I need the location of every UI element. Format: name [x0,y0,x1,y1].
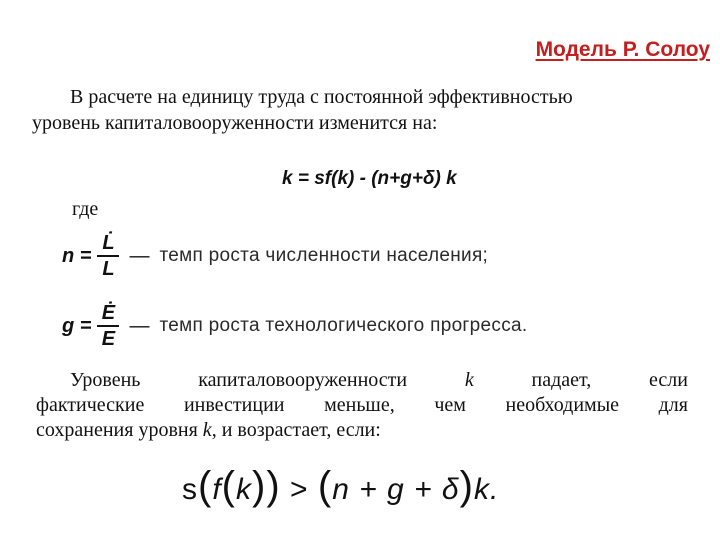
definition-dash: — [129,314,150,337]
intro-line-1: В расчете на единицу труда с постоянной эффективностью [70,86,573,108]
word: падает, [531,369,592,391]
variable-k: k [202,419,212,441]
fraction-numerator: L̇ [102,232,115,254]
fraction-denominator: L [102,258,115,280]
word: капиталовооруженности [198,369,408,391]
ineq-paren: ) [266,464,281,508]
definition-n [62,232,488,280]
ineq-f: f [212,473,222,506]
word: если [649,369,688,391]
definition-dash: — [129,244,150,267]
word: Уровень [70,369,141,391]
ineq-paren: ) [252,464,267,508]
fraction [97,232,119,280]
condition-paragraph [36,368,688,443]
word: фактические [36,394,145,416]
intro-line-2: уровень капиталовооруженности изменится на: [32,112,438,134]
capital-change-formula: k = sf(k) - (n+g+δ) k [282,168,457,189]
word: инвестиции [183,394,285,416]
where-label: где [72,198,99,220]
fraction-bar [97,255,119,257]
fraction-denominator: E [101,328,116,350]
variable-k: k [464,369,474,391]
text: сохранения уровня [36,419,203,441]
slide-title: Модель Р. Солоу [535,38,710,61]
ineq-paren: ( [221,464,236,508]
investment-inequality [182,464,499,509]
definition-description: темп роста численности населения; [159,245,489,266]
paragraph-line [36,368,688,393]
ineq-k: k [236,473,252,506]
ineq-paren: ) [459,464,474,508]
paragraph-line [36,393,688,418]
text: , и возрастает, если: [211,419,381,441]
word: чем [434,394,466,416]
intro-text [32,84,700,136]
word: для [658,394,688,416]
definition-lhs: n = [62,244,92,267]
word: необходимые [505,394,620,416]
definition-g [62,302,527,350]
ineq-rhs: n + g + δ [332,473,460,506]
word: меньше, [324,394,395,416]
fraction-numerator: Ė [101,302,116,324]
ineq-paren: ( [317,464,333,508]
ineq-s: s [182,473,198,506]
fraction [97,302,119,350]
ineq-paren: ( [198,464,213,508]
definition-description: темп роста технологического прогресса. [159,315,528,336]
ineq-gt: > [280,473,318,506]
fraction-bar [97,325,119,327]
paragraph-line [36,418,688,443]
definition-lhs: g = [62,314,92,337]
ineq-k2: k. [473,473,500,506]
